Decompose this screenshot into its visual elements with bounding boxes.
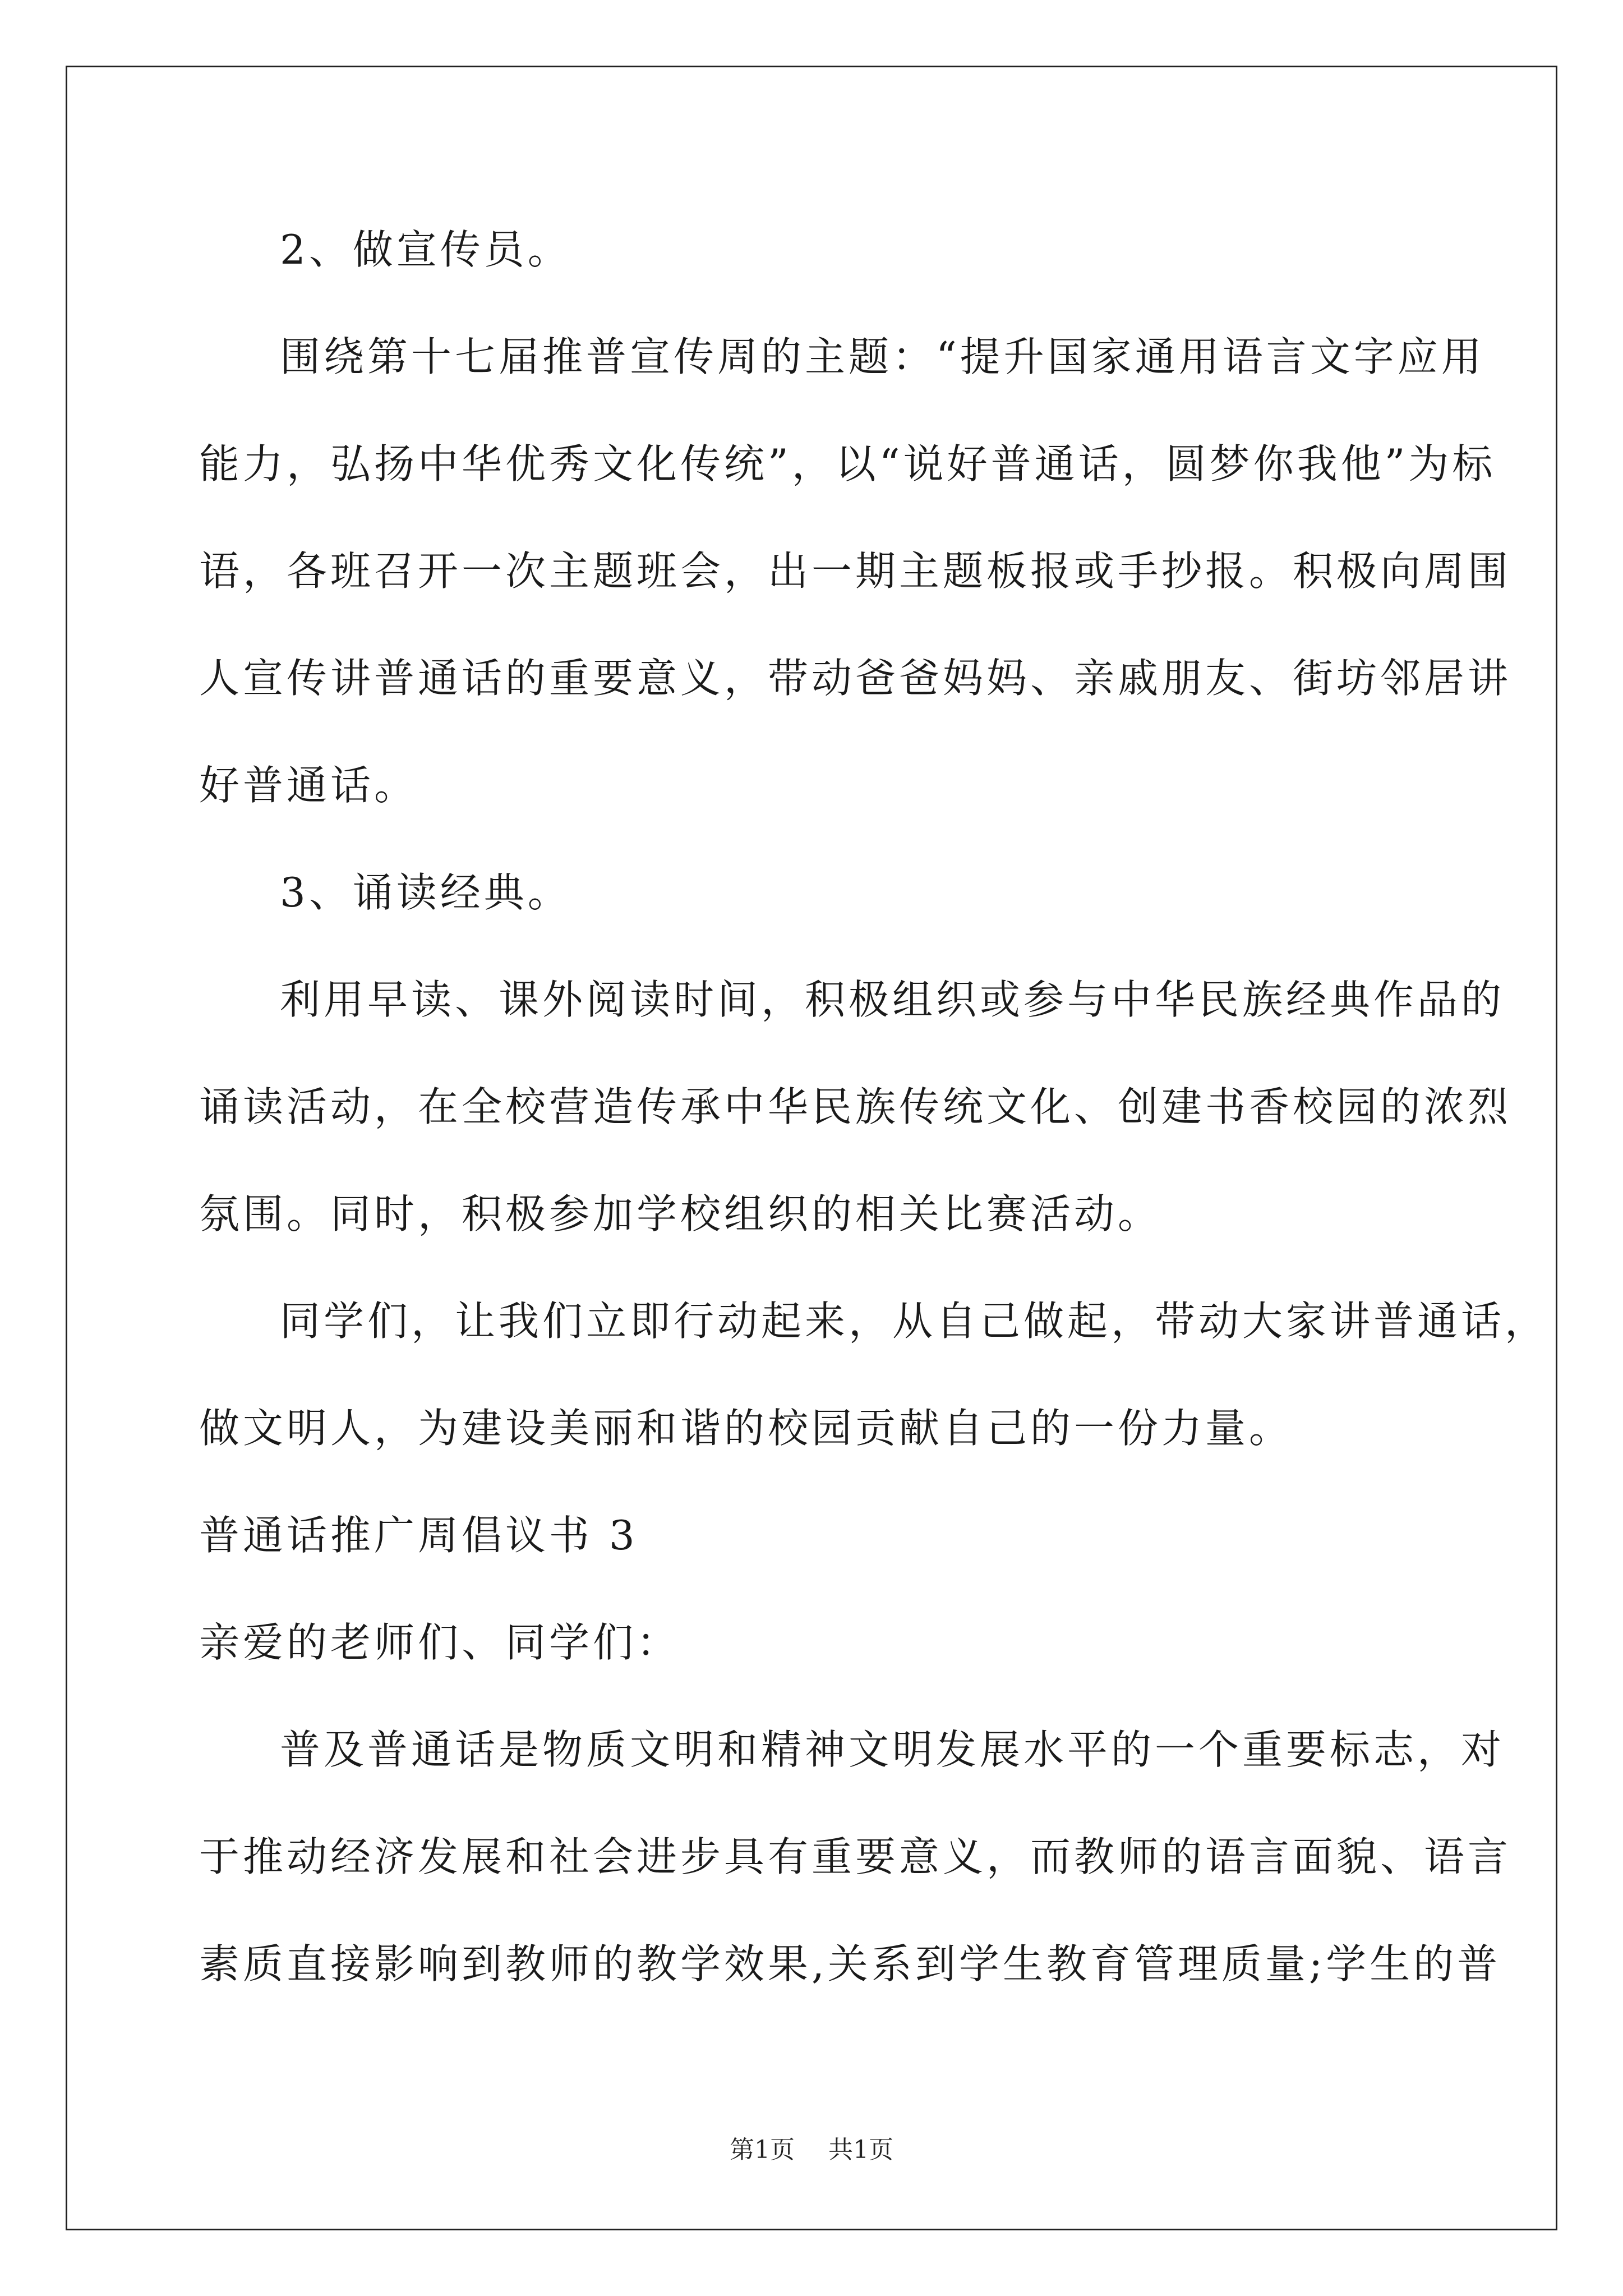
body-line-8: 利用早读、课外阅读时间，积极组织或参与中华民族经典作品的	[280, 976, 1505, 1023]
body-line-10: 氛围。同时，积极参加学校组织的相关比赛活动。	[199, 1190, 1162, 1237]
body-line-2: 围绕第十七届推普宣传周的主题：“提升国家通用语言文字应用	[280, 333, 1485, 380]
body-line-7: 3、诵读经典。	[280, 869, 571, 916]
page-footer	[0, 2133, 1623, 2167]
salutation: 亲爱的老师们、同学们：	[199, 1619, 681, 1666]
body-line-11: 同学们，让我们立即行动起来，从自己做起，带动大家讲普通话，	[280, 1297, 1549, 1345]
section-heading: 普通话推广周倡议书 3	[199, 1512, 638, 1559]
document-body	[199, 196, 1549, 2018]
body-line-9: 诵读活动，在全校营造传承中华民族传统文化、创建书香校园的浓烈	[199, 1083, 1512, 1130]
body-line-1: 2、做宣传员。	[280, 226, 571, 273]
body-line-12: 做文明人，为建设美丽和谐的校园贡献自己的一份力量。	[199, 1405, 1293, 1452]
body-line-15: 普及普通话是物质文明和精神文明发展水平的一个重要标志，对	[280, 1726, 1505, 1773]
body-line-5: 人宣传讲普通话的重要意义，带动爸爸妈妈、亲戚朋友、街坊邻居讲	[199, 655, 1512, 702]
body-line-6: 好普通话。	[199, 762, 418, 809]
page-total: 共1页	[828, 2136, 893, 2164]
body-line-17: 素质直接影响到教师的教学效果,关系到学生教育管理质量;学生的普	[199, 1940, 1501, 1987]
body-line-4: 语，各班召开一次主题班会，出一期主题板报或手抄报。积极向周围	[199, 547, 1512, 595]
body-line-16: 于推动经济发展和社会进步具有重要意义，而教师的语言面貌、语言	[199, 1833, 1512, 1880]
body-line-3: 能力，弘扬中华优秀文化传统”，以“说好普通话，圆梦你我他”为标	[199, 440, 1496, 487]
page-number: 第1页	[730, 2136, 795, 2164]
